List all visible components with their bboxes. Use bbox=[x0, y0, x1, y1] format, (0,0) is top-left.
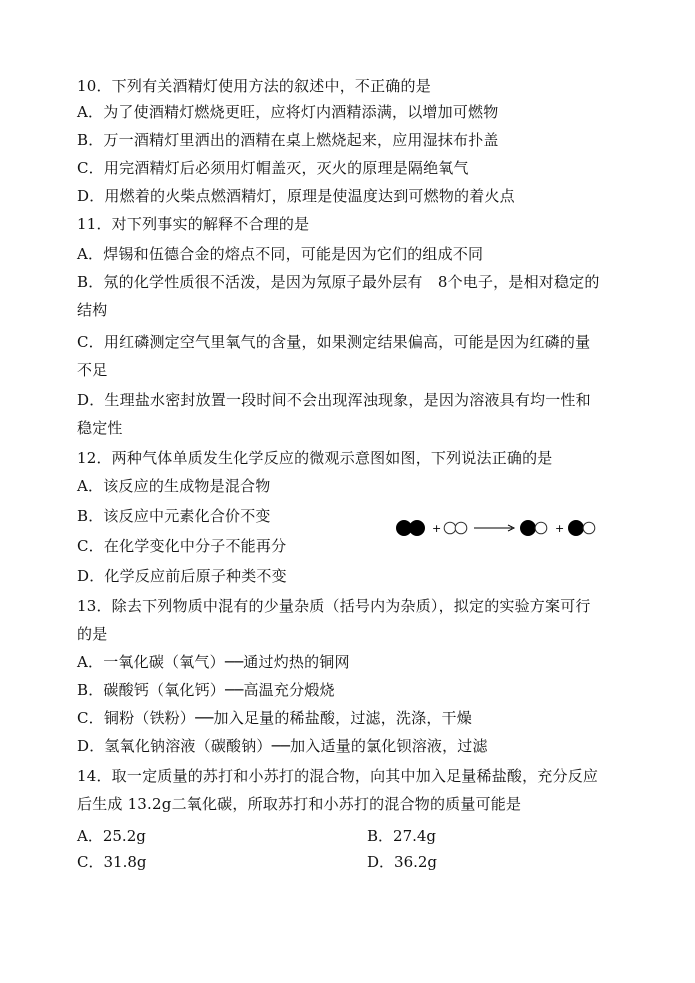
q11-option-b-line1: B．氖的化学性质很不活泼，是因为氖原子最外层有 8个电子，是相对稳定的 bbox=[77, 273, 600, 291]
q12-option-b: B．该反应中元素化合价不变 bbox=[77, 507, 271, 525]
q11-option-b-line2: 结构 bbox=[77, 301, 108, 319]
q10-option-b: B．万一酒精灯里洒出的酒精在桌上燃烧起来，应用湿抹布扑盖 bbox=[77, 131, 499, 149]
q13-stem-line1: 13．除去下列物质中混有的少量杂质（括号内为杂质），拟定的实验方案可行 bbox=[77, 597, 591, 615]
product-molecule-2 bbox=[569, 521, 595, 536]
q13-option-b: B．碳酸钙（氧化钙）──高温充分煅烧 bbox=[77, 681, 335, 699]
q12-option-a: A．该反应的生成物是混合物 bbox=[77, 477, 271, 495]
q10-option-d: D．用燃着的火柴点燃酒精灯，原理是使温度达到可燃物的着火点 bbox=[77, 187, 515, 205]
q13-option-d: D．氢氧化钠溶液（碳酸钠）──加入适量的氯化钡溶液，过滤 bbox=[77, 737, 488, 755]
q14-stem-line2: 后生成 13.2g二氧化碳，所取苏打和小苏打的混合物的质量可能是 bbox=[77, 795, 522, 813]
q11-option-d-line1: D．生理盐水密封放置一段时间不会出现浑浊现象，是因为溶液具有均一性和 bbox=[77, 391, 591, 409]
q13-stem-line2: 的是 bbox=[77, 625, 108, 643]
q11-option-c-line1: C．用红磷测定空气里氧气的含量，如果测定结果偏高，可能是因为红磷的量 bbox=[77, 333, 591, 351]
q11-option-c-line2: 不足 bbox=[77, 361, 108, 379]
q12-stem: 12．两种气体单质发生化学反应的微观示意图如图，下列说法正确的是 bbox=[77, 449, 553, 467]
q12-option-c: C．在化学变化中分子不能再分 bbox=[77, 537, 287, 555]
q14-option-d: D．36.2g bbox=[367, 853, 438, 871]
q13-option-c: C．铜粉（铁粉）──加入足量的稀盐酸，过滤，洗涤，干燥 bbox=[77, 709, 472, 727]
q10-stem: 10．下列有关酒精灯使用方法的叙述中，不正确的是 bbox=[77, 77, 431, 95]
reaction-diagram bbox=[392, 515, 604, 541]
q14-stem-line1: 14．取一定质量的苏打和小苏打的混合物，向其中加入足量稀盐酸，充分反应 bbox=[77, 767, 599, 785]
plus-sign: + bbox=[432, 522, 442, 535]
plus-sign-2: + bbox=[555, 522, 565, 535]
reactant-molecule-black bbox=[397, 521, 425, 536]
q14-option-a: A．25.2g bbox=[77, 827, 146, 845]
q14-option-b: B．27.4g bbox=[367, 827, 437, 845]
q11-option-a: A．焊锡和伍德合金的熔点不同，可能是因为它们的组成不同 bbox=[77, 245, 484, 263]
reaction-arrow bbox=[474, 525, 514, 531]
reactant-molecule-white bbox=[444, 522, 467, 534]
q10-option-a: A．为了使酒精灯燃烧更旺，应将灯内酒精添满，以增加可燃物 bbox=[77, 103, 499, 121]
product-molecule-1 bbox=[521, 521, 547, 536]
q11-stem: 11．对下列事实的解释不合理的是 bbox=[77, 215, 310, 233]
q13-option-a: A．一氧化碳（氧气）──通过灼热的铜网 bbox=[77, 653, 350, 671]
q11-option-d-line2: 稳定性 bbox=[77, 419, 123, 437]
q14-option-c: C．31.8g bbox=[77, 853, 147, 871]
q10-option-c: C．用完酒精灯后必须用灯帽盖灭，灭火的原理是隔绝氧气 bbox=[77, 159, 469, 177]
q12-option-d: D．化学反应前后原子种类不变 bbox=[77, 567, 287, 585]
